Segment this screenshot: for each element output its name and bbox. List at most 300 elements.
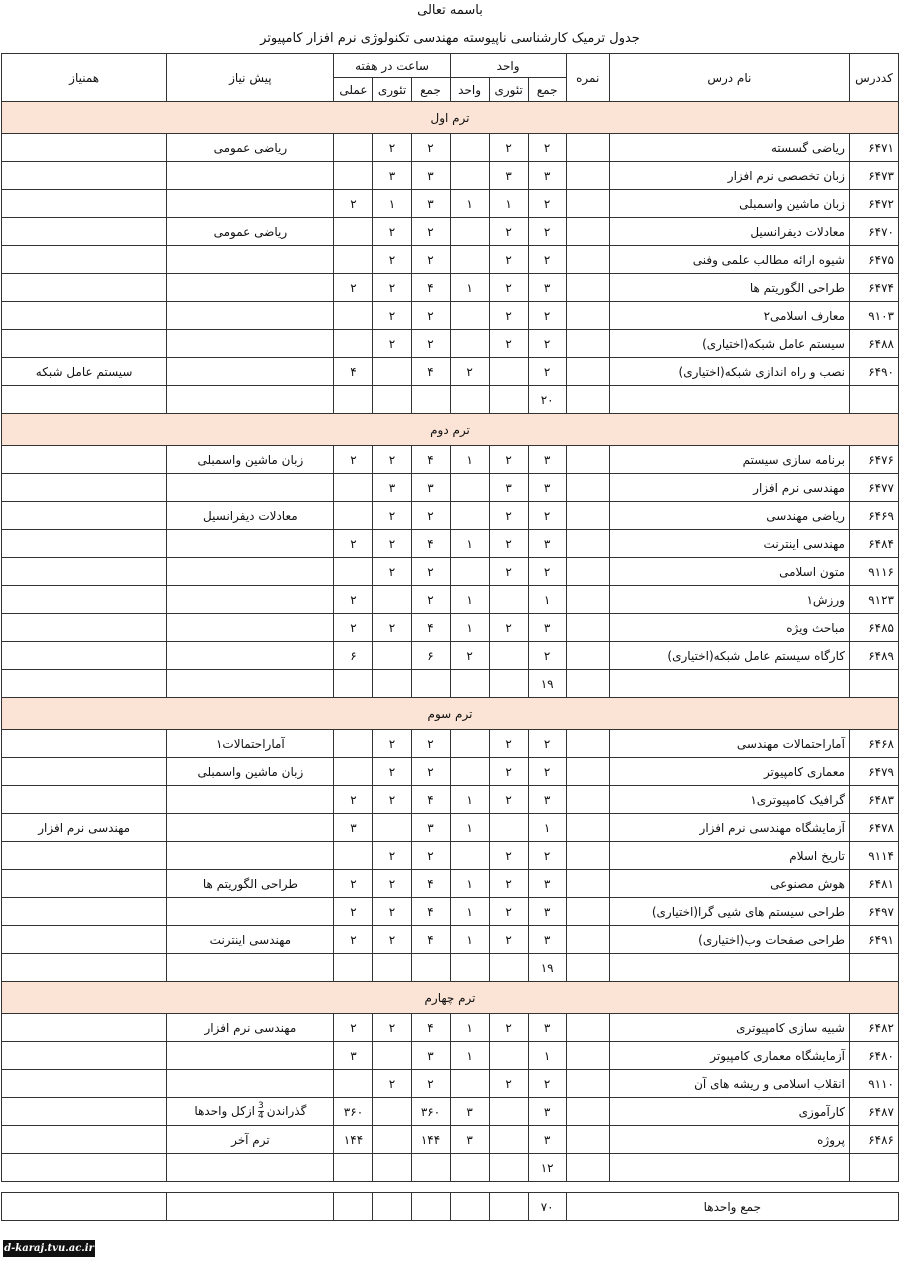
units-total: ۳ [528, 530, 566, 558]
table-row [2, 614, 899, 642]
course-code: ۶۴۶۹ [849, 502, 898, 530]
units-total: ۳ [528, 1098, 566, 1126]
hours-theory: ۲ [373, 898, 411, 926]
course-grade [566, 1098, 609, 1126]
term-header-row [2, 414, 899, 446]
course-name: گرافیک کامپیوتری۱ [609, 786, 849, 814]
units-theory [489, 1098, 528, 1126]
course-grade [566, 1070, 609, 1098]
units-total: ۱ [528, 1042, 566, 1070]
hours-practical: ۲ [334, 614, 373, 642]
units-theory: ۲ [489, 558, 528, 586]
empty-cell [609, 386, 849, 414]
units-practical [450, 474, 489, 502]
course-coreq [2, 1126, 167, 1154]
course-coreq [2, 1070, 167, 1098]
hours-theory: ۲ [373, 302, 411, 330]
course-grade [566, 870, 609, 898]
table-row [2, 730, 899, 758]
course-prereq: زبان ماشین واسمبلی [167, 446, 334, 474]
units-total: ۱ [528, 814, 566, 842]
course-code: ۶۴۹۰ [849, 358, 898, 386]
empty-cell [167, 1193, 334, 1221]
empty-cell [167, 670, 334, 698]
units-theory [489, 642, 528, 670]
course-code: ۶۴۷۳ [849, 162, 898, 190]
hours-total: ۳۶۰ [411, 1098, 450, 1126]
course-code: ۶۴۸۶ [849, 1126, 898, 1154]
course-grade [566, 926, 609, 954]
course-grade [566, 898, 609, 926]
course-prereq [167, 274, 334, 302]
hours-theory: ۲ [373, 446, 411, 474]
units-total: ۲ [528, 218, 566, 246]
empty-cell [450, 670, 489, 698]
hours-total: ۲ [411, 842, 450, 870]
course-code: ۶۴۷۷ [849, 474, 898, 502]
units-theory: ۲ [489, 274, 528, 302]
course-coreq [2, 1042, 167, 1070]
course-grade [566, 614, 609, 642]
hours-practical: ۲ [334, 898, 373, 926]
term-total-row [2, 670, 899, 698]
course-name: آزمایشگاه مهندسی نرم افزار [609, 814, 849, 842]
course-prereq: ترم آخر [167, 1126, 334, 1154]
units-practical: ۲ [450, 358, 489, 386]
course-code: ۶۴۸۴ [849, 530, 898, 558]
units-theory: ۲ [489, 870, 528, 898]
curriculum-table [1, 53, 899, 1221]
col-header-prereq: پیش نیاز [167, 54, 334, 102]
course-code: ۶۴۷۶ [849, 446, 898, 474]
course-grade [566, 842, 609, 870]
hours-practical: ۴ [334, 358, 373, 386]
hours-theory: ۲ [373, 1070, 411, 1098]
course-prereq [167, 474, 334, 502]
units-practical: ۱ [450, 586, 489, 614]
course-grade [566, 446, 609, 474]
hours-practical: ۳۶۰ [334, 1098, 373, 1126]
units-practical: ۱ [450, 446, 489, 474]
units-practical [450, 330, 489, 358]
hours-practical: ۶ [334, 642, 373, 670]
hours-practical [334, 474, 373, 502]
units-practical: ۲ [450, 642, 489, 670]
table-row [2, 474, 899, 502]
course-prereq [167, 842, 334, 870]
course-grade [566, 1126, 609, 1154]
units-total: ۳ [528, 274, 566, 302]
table-row [2, 898, 899, 926]
course-name: مهندسی اینترنت [609, 530, 849, 558]
course-name: معادلات دیفرانسیل [609, 218, 849, 246]
empty-cell [334, 1154, 373, 1182]
course-code: ۶۴۸۳ [849, 786, 898, 814]
course-coreq [2, 870, 167, 898]
hours-theory: ۱ [373, 190, 411, 218]
course-prereq: مهندسی اینترنت [167, 926, 334, 954]
col-header-grade: نمره [566, 54, 609, 102]
col-header-code: کددرس [849, 54, 898, 102]
hours-theory: ۲ [373, 558, 411, 586]
col-header-units-practical: واحد [450, 78, 489, 102]
hours-theory [373, 358, 411, 386]
units-theory: ۲ [489, 786, 528, 814]
empty-cell [2, 670, 167, 698]
empty-cell [450, 1154, 489, 1182]
course-name: آماراحتمالات مهندسی [609, 730, 849, 758]
term-header-row [2, 102, 899, 134]
hours-theory: ۲ [373, 530, 411, 558]
course-grade [566, 190, 609, 218]
course-code: ۶۴۸۵ [849, 614, 898, 642]
course-name: ریاضی مهندسی [609, 502, 849, 530]
hours-theory: ۲ [373, 330, 411, 358]
course-grade [566, 246, 609, 274]
empty-cell [167, 954, 334, 982]
course-grade [566, 274, 609, 302]
hours-theory: ۳ [373, 474, 411, 502]
units-total: ۲ [528, 1070, 566, 1098]
table-row [2, 502, 899, 530]
course-prereq [167, 162, 334, 190]
course-code: ۶۴۷۸ [849, 814, 898, 842]
course-name: ریاضی گسسته [609, 134, 849, 162]
table-row [2, 246, 899, 274]
units-total: ۲ [528, 730, 566, 758]
course-coreq [2, 898, 167, 926]
course-coreq [2, 162, 167, 190]
hours-total: ۲ [411, 758, 450, 786]
empty-cell [489, 1193, 528, 1221]
units-practical: ۱ [450, 614, 489, 642]
hours-total: ۲ [411, 586, 450, 614]
course-coreq [2, 642, 167, 670]
units-total: ۲ [528, 642, 566, 670]
course-name: معماری کامپیوتر [609, 758, 849, 786]
units-total: ۳ [528, 1126, 566, 1154]
units-theory: ۱ [489, 190, 528, 218]
hours-practical [334, 302, 373, 330]
units-theory: ۲ [489, 302, 528, 330]
units-theory: ۲ [489, 730, 528, 758]
empty-cell [334, 954, 373, 982]
course-prereq [167, 358, 334, 386]
hours-theory: ۲ [373, 274, 411, 302]
term-total-units: ۱۹ [528, 954, 566, 982]
hours-practical: ۲ [334, 926, 373, 954]
empty-cell [411, 954, 450, 982]
col-header-hours-total: جمع [411, 78, 450, 102]
units-practical [450, 302, 489, 330]
units-total: ۲ [528, 190, 566, 218]
course-grade [566, 786, 609, 814]
term-title: ترم دوم [2, 414, 899, 446]
table-row [2, 1126, 899, 1154]
hours-total: ۳ [411, 162, 450, 190]
empty-cell [489, 954, 528, 982]
hours-practical: ۲ [334, 274, 373, 302]
course-name: تاریخ اسلام [609, 842, 849, 870]
units-theory: ۳ [489, 162, 528, 190]
table-row [2, 1070, 899, 1098]
hours-total: ۲ [411, 246, 450, 274]
course-prereq: طراحی الگوریتم ها [167, 870, 334, 898]
empty-cell [167, 1154, 334, 1182]
hours-theory [373, 1126, 411, 1154]
course-coreq [2, 190, 167, 218]
course-coreq [2, 530, 167, 558]
units-practical: ۱ [450, 870, 489, 898]
course-code: ۶۴۷۴ [849, 274, 898, 302]
course-grade [566, 814, 609, 842]
hours-total: ۴ [411, 358, 450, 386]
units-practical: ۳ [450, 1126, 489, 1154]
course-name: سیستم عامل شبکه(اختیاری) [609, 330, 849, 358]
hours-practical: ۲ [334, 446, 373, 474]
course-coreq [2, 786, 167, 814]
course-name: پروژه [609, 1126, 849, 1154]
course-coreq [2, 558, 167, 586]
units-theory [489, 358, 528, 386]
term-title: ترم چهارم [2, 982, 899, 1014]
course-coreq [2, 730, 167, 758]
course-code: ۹۱۱۰ [849, 1070, 898, 1098]
course-name: کارآموزی [609, 1098, 849, 1126]
hours-theory: ۲ [373, 870, 411, 898]
hours-theory: ۲ [373, 730, 411, 758]
grand-total-label: جمع واحدها [566, 1193, 898, 1221]
hours-total: ۲ [411, 218, 450, 246]
hours-total: ۲ [411, 558, 450, 586]
course-name: انقلاب اسلامی و ریشه های آن [609, 1070, 849, 1098]
empty-cell [489, 670, 528, 698]
table-row [2, 530, 899, 558]
course-coreq [2, 274, 167, 302]
hours-practical [334, 218, 373, 246]
units-practical: ۱ [450, 814, 489, 842]
hours-theory [373, 642, 411, 670]
hours-total: ۴ [411, 274, 450, 302]
course-grade [566, 302, 609, 330]
course-grade [566, 1014, 609, 1042]
course-prereq [167, 642, 334, 670]
hours-practical [334, 162, 373, 190]
units-total: ۲ [528, 358, 566, 386]
hours-practical [334, 246, 373, 274]
empty-cell [373, 1154, 411, 1182]
course-grade [566, 642, 609, 670]
course-coreq [2, 758, 167, 786]
table-row [2, 1042, 899, 1070]
course-coreq [2, 1014, 167, 1042]
course-code: ۶۴۸۲ [849, 1014, 898, 1042]
course-name: طراحی سیستم های شیی گرا(اختیاری) [609, 898, 849, 926]
units-theory: ۲ [489, 926, 528, 954]
course-name: معارف اسلامی۲ [609, 302, 849, 330]
course-prereq [167, 246, 334, 274]
units-theory [489, 586, 528, 614]
term-title: ترم اول [2, 102, 899, 134]
empty-cell [2, 1154, 167, 1182]
hours-practical: ۲ [334, 586, 373, 614]
hours-theory [373, 1098, 411, 1126]
course-code: ۹۱۱۴ [849, 842, 898, 870]
hours-practical: ۲ [334, 786, 373, 814]
course-prereq [167, 1042, 334, 1070]
units-total: ۳ [528, 1014, 566, 1042]
course-grade [566, 474, 609, 502]
term-total-units: ۲۰ [528, 386, 566, 414]
page-header-bismillah: باسمه تعالی [417, 3, 483, 18]
course-coreq [2, 926, 167, 954]
course-grade [566, 586, 609, 614]
course-code: ۶۴۷۱ [849, 134, 898, 162]
fraction-numerator: 3 [257, 1101, 264, 1111]
course-coreq [2, 1098, 167, 1126]
hours-practical: ۲ [334, 870, 373, 898]
course-grade [566, 1042, 609, 1070]
units-theory: ۲ [489, 842, 528, 870]
course-prereq [167, 1098, 334, 1126]
course-prereq [167, 1070, 334, 1098]
units-total: ۲ [528, 330, 566, 358]
empty-cell [489, 1154, 528, 1182]
course-name: مهندسی نرم افزار [609, 474, 849, 502]
hours-total: ۲ [411, 134, 450, 162]
empty-cell [2, 954, 167, 982]
units-practical [450, 502, 489, 530]
table-row [2, 358, 899, 386]
units-total: ۲ [528, 842, 566, 870]
empty-cell [334, 386, 373, 414]
units-total: ۲ [528, 134, 566, 162]
hours-practical [334, 842, 373, 870]
hours-theory: ۲ [373, 502, 411, 530]
course-name: مباحث ویژه [609, 614, 849, 642]
empty-cell [167, 386, 334, 414]
units-practical [450, 218, 489, 246]
units-practical [450, 162, 489, 190]
units-theory [489, 1126, 528, 1154]
units-total: ۳ [528, 446, 566, 474]
hours-practical: ۳ [334, 814, 373, 842]
page-title: جدول ترمیک کارشناسی ناپیوسته مهندسی تکنولوژی نرم افزار کامپیوتر [260, 31, 640, 46]
units-theory: ۲ [489, 1070, 528, 1098]
course-coreq [2, 246, 167, 274]
term-total-row [2, 1154, 899, 1182]
units-practical [450, 558, 489, 586]
hours-total: ۴ [411, 446, 450, 474]
col-header-units-theory: تئوری [489, 78, 528, 102]
hours-total: ۲ [411, 502, 450, 530]
table-row [2, 786, 899, 814]
course-prereq [167, 330, 334, 358]
hours-total: ۶ [411, 642, 450, 670]
course-name: کارگاه سیستم عامل شبکه(اختیاری) [609, 642, 849, 670]
table-row [2, 134, 899, 162]
hours-total: ۳ [411, 474, 450, 502]
hours-practical: ۳ [334, 1042, 373, 1070]
units-theory: ۲ [489, 330, 528, 358]
empty-cell [373, 386, 411, 414]
hours-practical [334, 134, 373, 162]
term-total-row [2, 386, 899, 414]
course-name: زبان ماشین واسمبلی [609, 190, 849, 218]
col-header-coreq: همنیاز [2, 54, 167, 102]
course-code: ۶۴۶۸ [849, 730, 898, 758]
empty-cell [373, 954, 411, 982]
units-practical [450, 1070, 489, 1098]
course-coreq: سیستم عامل شبکه [2, 358, 167, 386]
units-practical: ۱ [450, 786, 489, 814]
course-code: ۹۱۱۶ [849, 558, 898, 586]
course-code: ۹۱۰۳ [849, 302, 898, 330]
course-grade [566, 162, 609, 190]
units-practical: ۱ [450, 1014, 489, 1042]
units-theory [489, 814, 528, 842]
hours-total: ۲ [411, 302, 450, 330]
empty-cell [566, 386, 609, 414]
hours-practical [334, 758, 373, 786]
hours-total: ۳ [411, 814, 450, 842]
hours-total: ۴ [411, 870, 450, 898]
empty-cell [2, 386, 167, 414]
table-row [2, 558, 899, 586]
course-prereq: ریاضی عمومی [167, 218, 334, 246]
course-coreq [2, 502, 167, 530]
hours-total: ۳ [411, 190, 450, 218]
term-header-row [2, 698, 899, 730]
course-code: ۶۴۸۹ [849, 642, 898, 670]
course-name: طراحی صفحات وب(اختیاری) [609, 926, 849, 954]
empty-cell [566, 1154, 609, 1182]
units-theory: ۲ [489, 614, 528, 642]
units-theory: ۲ [489, 134, 528, 162]
table-row [2, 758, 899, 786]
fraction [258, 1102, 264, 1121]
hours-total: ۲ [411, 330, 450, 358]
course-coreq [2, 842, 167, 870]
hours-theory: ۲ [373, 1014, 411, 1042]
course-grade [566, 218, 609, 246]
units-theory [489, 1042, 528, 1070]
empty-cell [2, 1193, 167, 1221]
grand-total-units: ۷۰ [528, 1193, 566, 1221]
hours-total: ۴ [411, 926, 450, 954]
hours-practical: ۲ [334, 1014, 373, 1042]
course-code: ۹۱۲۳ [849, 586, 898, 614]
empty-cell [373, 670, 411, 698]
course-prereq: مهندسی نرم افزار [167, 1014, 334, 1042]
empty-cell [450, 1193, 489, 1221]
units-practical: ۳ [450, 1098, 489, 1126]
hours-total: ۱۴۴ [411, 1126, 450, 1154]
empty-cell [373, 1193, 411, 1221]
course-code: ۶۴۸۱ [849, 870, 898, 898]
units-total: ۲ [528, 502, 566, 530]
spacer-cell [2, 1182, 899, 1193]
empty-cell [411, 1193, 450, 1221]
units-total: ۳ [528, 162, 566, 190]
hours-practical [334, 730, 373, 758]
empty-cell [411, 670, 450, 698]
units-practical: ۱ [450, 274, 489, 302]
table-row [2, 842, 899, 870]
hours-total: ۲ [411, 730, 450, 758]
empty-cell [450, 386, 489, 414]
fraction-denominator: 4 [257, 1111, 264, 1121]
